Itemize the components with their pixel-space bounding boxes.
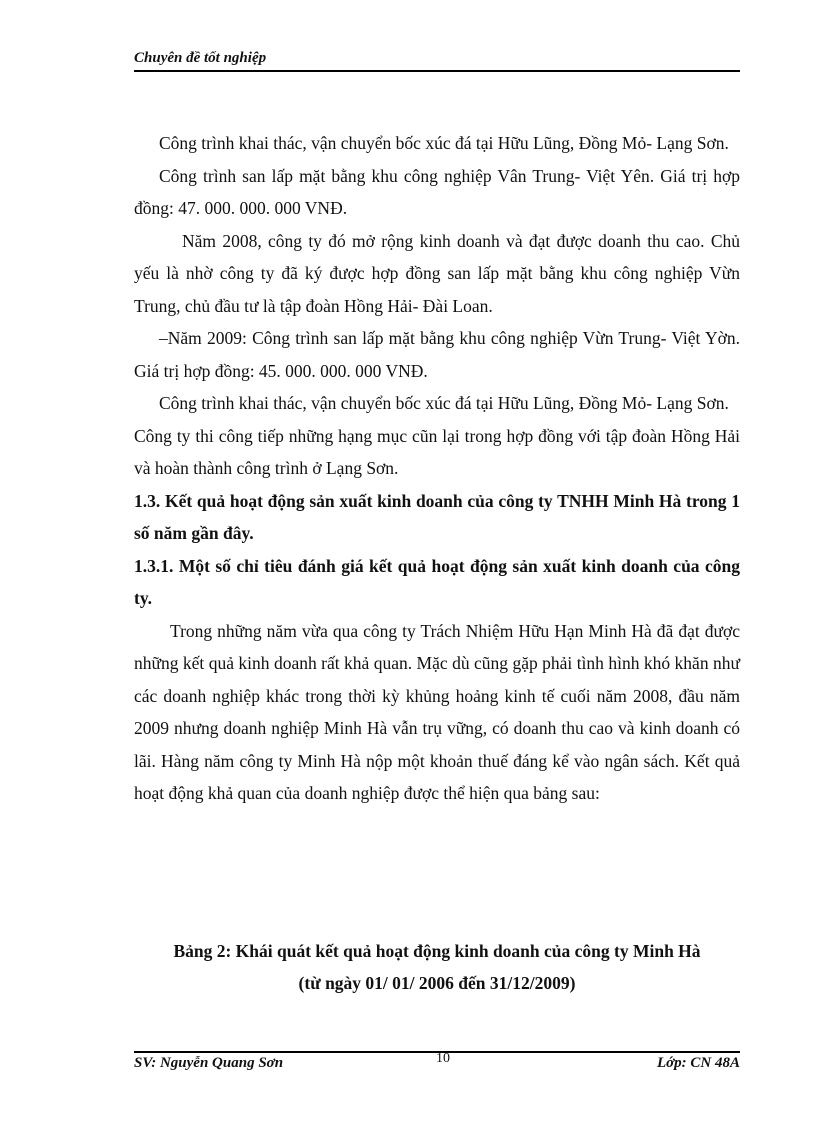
paragraph-5: Công trình khai thác, vận chuyển bốc xúc đá tại Hữu Lũng, Đồng Mỏ- Lạng Sơn. [159, 393, 729, 413]
footer-student-name: SV: Nguyễn Quang Sơn [134, 1055, 284, 1071]
header-divider [134, 70, 740, 72]
subsection-heading: 1.3.1. Một số chỉ tiêu đánh giá kết quả hoạt động sản xuất kinh doanh của công ty. [134, 555, 740, 608]
footer-class: Lớp: CN 48A [656, 1055, 740, 1071]
table-caption-title: Bảng 2: Khái quát kết quả hoạt động kinh doanh của công ty Minh Hà [173, 941, 701, 961]
paragraph-6: Công ty thi công tiếp những hạng mục cũn lại trong hợp đồng với tập đoàn Hồng Hải và hoàn thành công trình ở Lạng Sơn. [134, 425, 740, 478]
table-caption-period: (từ ngày 01/ 01/ 2006 đến 31/12/2009) [298, 973, 576, 993]
list-item-text: Năm 2009: Công trình san lấp mặt bằng khu công nghiệp Vừn Trung- Việt Yờn. Giá trị hợp đồng: 45. 000. 000. 000 VNĐ. [134, 328, 740, 381]
table-caption [134, 935, 740, 999]
paragraph-7: Trong những năm vừa qua công ty Trách Nhiệm Hữu Hạn Minh Hà đã đạt được những kết quả kinh doanh rất khả quan. Mặc dù cũng gặp phải tình hình khó khăn như các doanh nghiệp khác trong thời kỳ khủng hoảng kinh tế cuối năm 2008, đầu năm 2009 nhưng doanh nghiệp Minh Hà vẫn trụ vững, có doanh thu cao và kinh doanh có lãi. Hàng năm công ty Minh Hà nộp một khoản thuế đáng kể vào ngân sách. Kết quả hoạt động khả quan của doanh nghiệp được thể hiện qua bảng sau: [134, 620, 740, 803]
dash-bullet: – [159, 328, 168, 348]
paragraph-3: Năm 2008, công ty đó mở rộng kinh doanh và đạt được doanh thu cao. Chủ yếu là nhờ công ty đã ký được hợp đồng san lấp mặt bằng khu công nghiệp Vừn Trung, chủ đầu tư là tập đoàn Hồng Hải- Đài Loan. [134, 230, 740, 316]
section-heading: 1.3. Kết quả hoạt động sản xuất kinh doanh của công ty TNHH Minh Hà trong 1 số năm gần đây. [134, 490, 740, 543]
document-body [134, 127, 740, 810]
paragraph-2: Công trình san lấp mặt bằng khu công nghiệp Vân Trung- Việt Yên. Giá trị hợp đồng: 47. 000. 000. 000 VNĐ. [134, 165, 740, 218]
page-number: 10 [436, 1051, 450, 1066]
list-item [134, 322, 740, 387]
paragraph-1: Công trình khai thác, vận chuyển bốc xúc đá tại Hữu Lũng, Đồng Mỏ- Lạng Sơn. [159, 133, 729, 153]
running-header: Chuyên đề tốt nghiệp [134, 50, 267, 66]
